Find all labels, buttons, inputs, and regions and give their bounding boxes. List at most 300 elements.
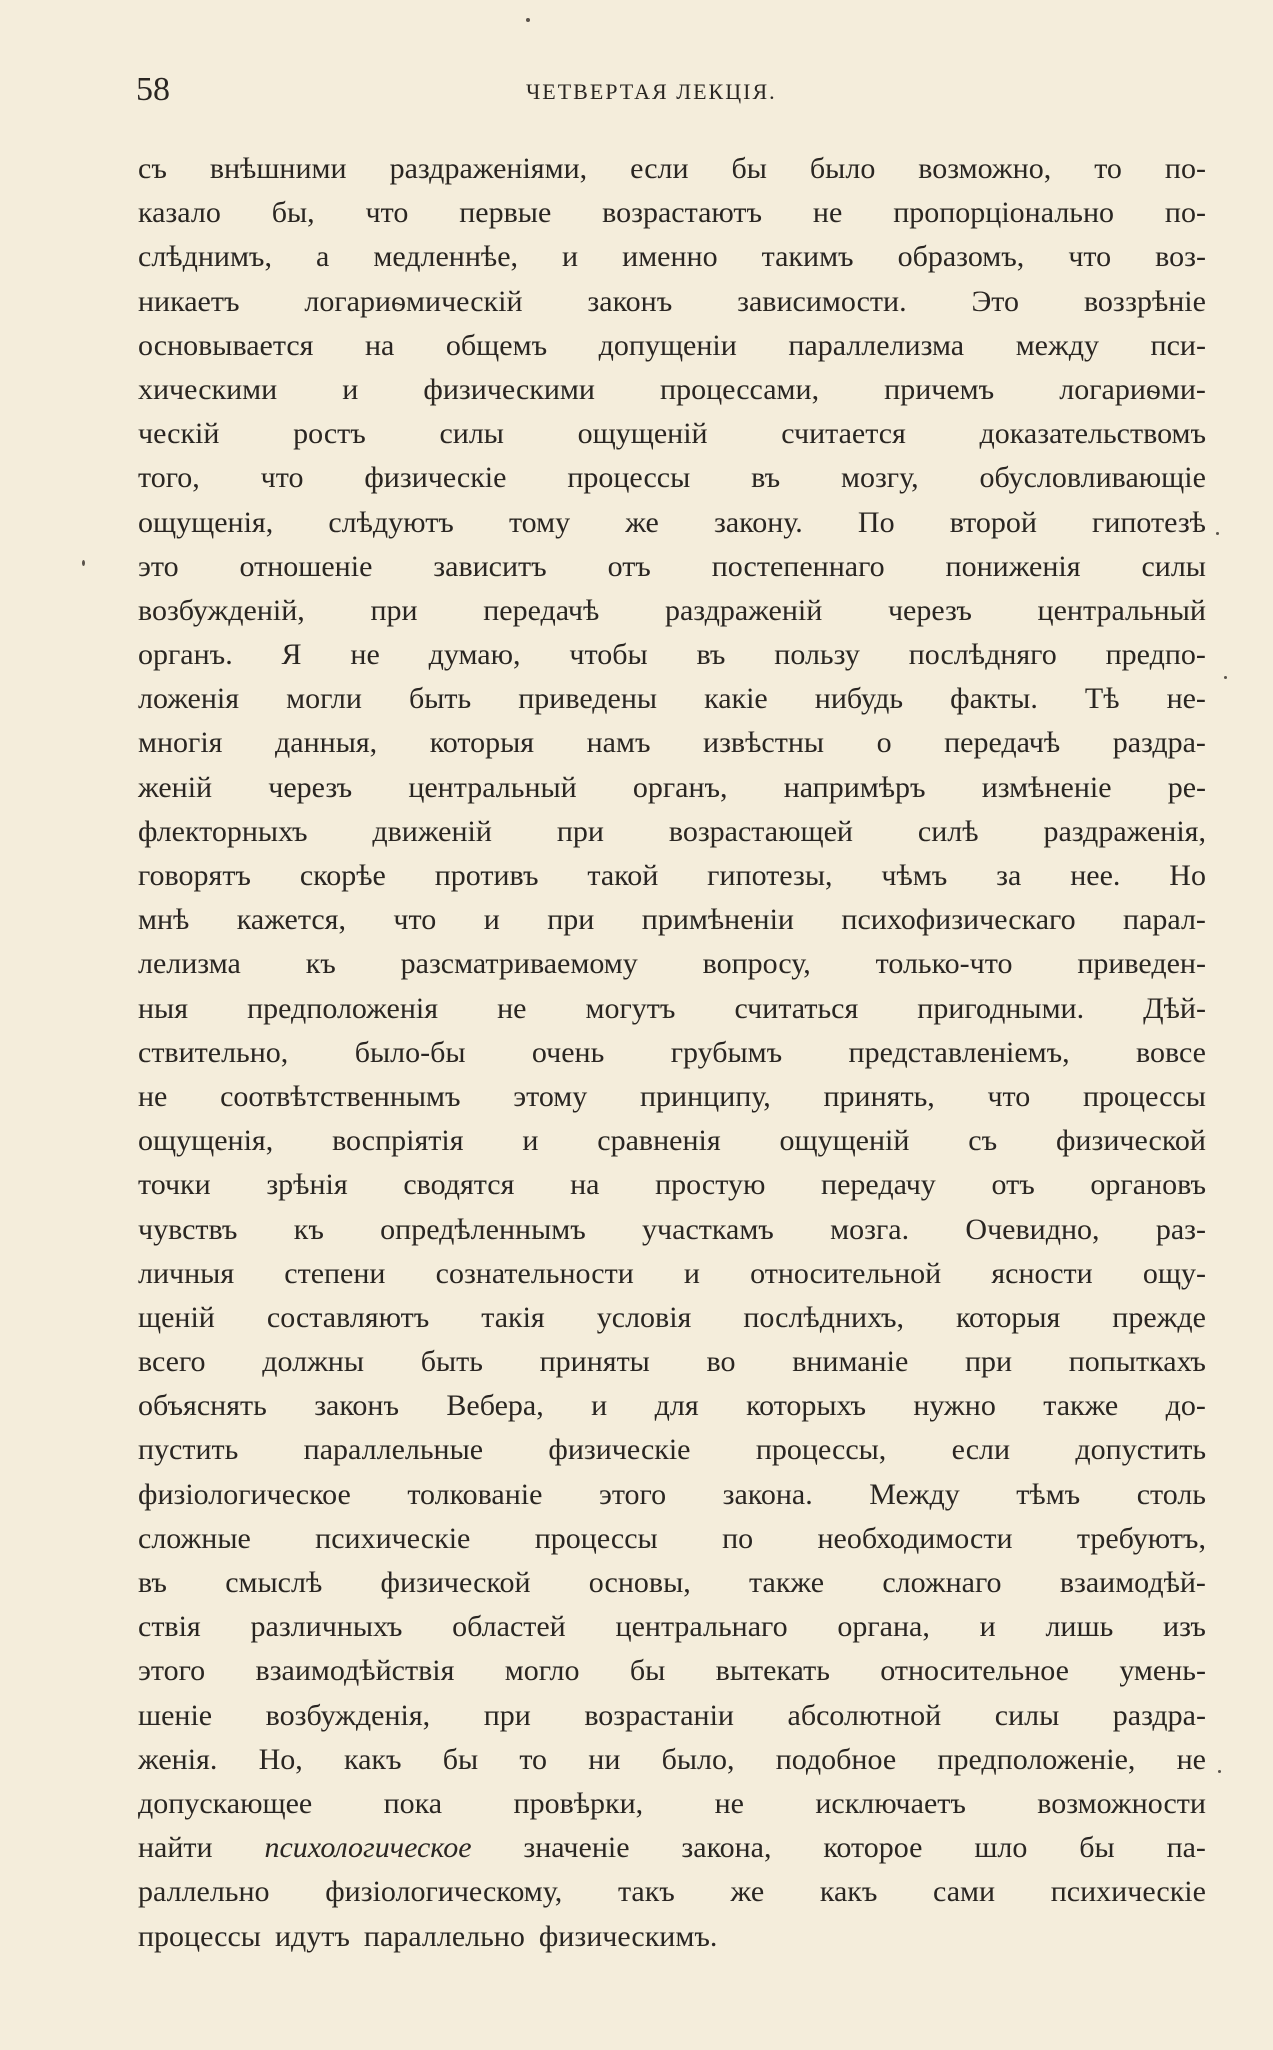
word: вопросу, <box>702 947 811 981</box>
word: процессы <box>567 461 691 495</box>
word: извѣстны <box>703 726 825 760</box>
word: какіе <box>704 682 768 716</box>
word: передачѣ <box>483 593 600 627</box>
word: что <box>365 196 409 230</box>
word: женія. <box>138 1742 218 1776</box>
word: степени <box>284 1256 386 1290</box>
word: же <box>730 1875 765 1909</box>
word: намъ <box>586 726 651 760</box>
word: центральнаго <box>615 1610 788 1644</box>
word: при <box>556 814 604 848</box>
word: если <box>951 1433 1011 1467</box>
text-line <box>138 898 1206 942</box>
word: шеніе <box>138 1698 213 1732</box>
word: считается <box>781 417 906 451</box>
word: параллелизма <box>788 328 965 362</box>
word: и <box>342 372 359 406</box>
text-line <box>138 1428 1206 1472</box>
word: ствія <box>138 1610 201 1644</box>
word: ясности <box>991 1256 1093 1290</box>
word: данныя, <box>275 726 378 760</box>
emphasized-word: психологическое <box>264 1831 472 1865</box>
word: провѣрки, <box>513 1786 644 1820</box>
word: съ <box>138 152 167 185</box>
running-title: ЧЕТВЕРТАЯ ЛЕКЦІЯ. <box>526 79 777 104</box>
word: па- <box>1166 1831 1206 1865</box>
word: должны <box>262 1345 365 1379</box>
word: къ <box>293 1212 324 1246</box>
word: ощущенія, <box>138 1124 274 1158</box>
word: органа, <box>837 1610 930 1644</box>
word: раздраженія, <box>1043 814 1206 848</box>
word: психическіе <box>1050 1875 1206 1909</box>
word: Между <box>869 1477 960 1511</box>
text-line <box>138 368 1206 412</box>
word: представленіемъ, <box>848 1035 1070 1069</box>
word: пока <box>383 1786 443 1820</box>
word: Вебера, <box>446 1389 544 1423</box>
text-line <box>138 1163 1206 1207</box>
text-line <box>138 1075 1206 1119</box>
word: никаетъ <box>138 284 240 318</box>
word: физической <box>380 1566 531 1599</box>
word: при <box>370 593 418 627</box>
word: слѣднимъ, <box>138 240 272 274</box>
text-line <box>138 191 1206 235</box>
word: приняты <box>539 1345 650 1379</box>
word: вытекать <box>715 1654 830 1688</box>
word: скорѣе <box>299 859 386 892</box>
text-line <box>138 633 1206 677</box>
word: считаться <box>734 991 859 1025</box>
word: логариѳмическій <box>304 284 523 318</box>
word: пропорціонально <box>893 196 1115 230</box>
text-line <box>138 1208 1206 1252</box>
word: отъ <box>991 1168 1035 1202</box>
word: изъ <box>1163 1610 1206 1644</box>
word: сводятся <box>403 1168 515 1202</box>
word: процессы, <box>755 1433 887 1467</box>
word: вовсе <box>1136 1035 1206 1069</box>
word: соотвѣтственнымъ <box>220 1079 461 1113</box>
word: раздра- <box>1112 1698 1206 1732</box>
word: какъ <box>819 1875 878 1909</box>
word: при <box>964 1345 1013 1379</box>
word: ощущеній <box>577 417 708 451</box>
word: быть <box>420 1345 483 1379</box>
text-line <box>138 1031 1206 1075</box>
word: пониженія <box>945 549 1081 583</box>
word: значеніе <box>523 1831 630 1865</box>
word: нее. <box>1070 859 1121 892</box>
word: казало <box>138 196 221 230</box>
word: послѣдняго <box>908 638 1057 672</box>
word: также <box>749 1566 825 1599</box>
word: сложные <box>138 1521 251 1555</box>
word: до- <box>1165 1389 1206 1423</box>
word: нибудь <box>814 682 904 716</box>
word: бы <box>442 1742 479 1776</box>
text-line <box>138 1826 1206 1870</box>
word: и <box>562 240 579 274</box>
word: было, <box>661 1742 735 1776</box>
word: Но <box>1169 859 1206 892</box>
word: пользу <box>774 638 860 672</box>
word: центральный <box>408 770 577 804</box>
word: между <box>1015 328 1099 362</box>
text-line <box>138 987 1206 1031</box>
word: сами <box>933 1875 996 1909</box>
word: требуютъ, <box>1076 1521 1206 1555</box>
word: очень <box>531 1035 605 1069</box>
word: гипотезы, <box>707 859 833 892</box>
word: силы <box>1141 549 1206 583</box>
word: Тѣ <box>1084 682 1120 716</box>
text-line <box>138 545 1206 589</box>
text-line <box>138 1870 1206 1914</box>
word: мнѣ <box>138 903 190 937</box>
word: думаю, <box>428 638 521 672</box>
word: возможно, <box>918 152 1052 185</box>
word: слѣдуютъ <box>328 505 454 539</box>
word: черезъ <box>887 593 972 627</box>
word: параллельно <box>363 1919 525 1953</box>
word: напримѣръ <box>783 770 926 804</box>
word: а <box>315 240 330 274</box>
word: принять, <box>823 1079 935 1113</box>
word: факты. <box>950 682 1038 716</box>
word: простую <box>655 1168 766 1202</box>
word: идутъ <box>274 1919 350 1953</box>
word: что <box>260 461 304 495</box>
word: вниманіе <box>792 1345 909 1379</box>
print-speck <box>1224 676 1227 679</box>
word: возможности <box>1037 1786 1206 1820</box>
word: физическимъ. <box>538 1919 718 1953</box>
word: и <box>522 1124 539 1158</box>
text-line <box>138 1605 1206 1649</box>
word: сложнаго <box>882 1566 1002 1599</box>
print-speck <box>526 18 530 22</box>
word: допускающее <box>138 1786 313 1820</box>
word: основывается <box>138 328 314 362</box>
word: Дѣй- <box>1143 991 1206 1025</box>
word: шло <box>974 1831 1028 1865</box>
word: исключаетъ <box>815 1786 966 1820</box>
word: отъ <box>607 549 651 583</box>
word: и <box>483 903 500 937</box>
text-line <box>138 721 1206 765</box>
word: обусловливающіе <box>979 461 1206 495</box>
word: только-что <box>875 947 1013 981</box>
word: ныя <box>138 991 189 1025</box>
word: ческій <box>138 417 220 451</box>
word: возрастаютъ <box>602 196 763 230</box>
word: физическіе <box>364 461 507 495</box>
word: умень- <box>1119 1654 1206 1688</box>
word: пригодными. <box>917 991 1085 1025</box>
word: говорятъ <box>138 859 251 892</box>
word: процессы <box>1082 1079 1206 1113</box>
word: не <box>138 1079 168 1113</box>
word: бы <box>731 152 767 185</box>
text-line <box>138 1340 1206 1384</box>
word: тѣмъ <box>1016 1477 1081 1511</box>
word: законъ <box>314 1389 399 1423</box>
word: также <box>1043 1389 1119 1423</box>
word: быть <box>408 682 472 716</box>
word: закона, <box>681 1831 772 1865</box>
page-number: 58 <box>136 71 170 108</box>
word: не <box>714 1786 744 1820</box>
word: что <box>987 1079 1031 1113</box>
word: не <box>350 638 380 672</box>
word: щеній <box>138 1300 215 1334</box>
word: предположеніе, <box>937 1742 1136 1776</box>
word: отношеніе <box>239 549 373 583</box>
word: разсматриваемому <box>400 947 638 981</box>
word: на <box>364 328 395 362</box>
word: не <box>497 991 527 1025</box>
word: чѣмъ <box>881 859 948 892</box>
word: чувствъ <box>138 1212 238 1246</box>
word: возбужденія, <box>265 1698 431 1732</box>
word: парал- <box>1123 903 1206 937</box>
word: процессы <box>534 1521 658 1555</box>
word: силы <box>439 417 504 451</box>
word: въ <box>751 461 781 495</box>
word: центральный <box>1037 593 1206 627</box>
word: законъ <box>587 284 673 318</box>
word: которое <box>823 1831 923 1865</box>
text-line <box>138 1517 1206 1561</box>
word: закона. <box>722 1477 813 1511</box>
word: же <box>625 505 659 539</box>
body-text <box>138 147 1206 1959</box>
text-line <box>138 1296 1206 1340</box>
text-line <box>138 1252 1206 1296</box>
word: допущеніи <box>598 328 737 362</box>
word: ощущенія, <box>138 505 274 539</box>
word: раздра- <box>1112 726 1206 760</box>
word: не <box>1176 1742 1206 1776</box>
text-line <box>138 1119 1206 1163</box>
text-line <box>138 766 1206 810</box>
word: примѣненіи <box>641 903 794 937</box>
word: органъ. <box>138 638 233 672</box>
word: ствительно, <box>138 1035 289 1069</box>
word: допустить <box>1075 1433 1206 1467</box>
word: физическіе <box>548 1433 691 1467</box>
word: объяснять <box>138 1389 267 1423</box>
word: предпо- <box>1105 638 1206 672</box>
word: психическіе <box>315 1521 471 1555</box>
word: взаимодѣй- <box>1059 1566 1206 1599</box>
word: найти <box>138 1831 213 1865</box>
word: передачу <box>821 1168 936 1202</box>
word: хическими <box>138 372 278 406</box>
word: логариѳми- <box>1059 372 1206 406</box>
word: зрѣнія <box>266 1168 348 1202</box>
word: первые <box>459 196 552 230</box>
word: за <box>996 859 1022 892</box>
word: пси- <box>1150 328 1206 362</box>
word: различныхъ <box>250 1610 403 1644</box>
word: ре- <box>1167 770 1206 804</box>
word: мозгу, <box>840 461 919 495</box>
word: личныя <box>138 1256 235 1290</box>
word: участкамъ <box>642 1212 774 1246</box>
word: этого <box>138 1654 206 1688</box>
word: при <box>547 903 595 937</box>
word: и <box>683 1256 700 1290</box>
word: физіологическому, <box>325 1875 563 1909</box>
word: общемъ <box>445 328 548 362</box>
text-line <box>138 412 1206 456</box>
word: составляютъ <box>266 1300 430 1334</box>
word: абсолютной <box>787 1698 942 1732</box>
word: параллельные <box>303 1433 484 1467</box>
word: не- <box>1166 682 1206 716</box>
word: такой <box>587 859 659 892</box>
word: если <box>630 152 689 185</box>
text-line <box>138 1782 1206 1826</box>
word: передачѣ <box>944 726 1061 760</box>
word: воз- <box>1155 240 1206 274</box>
word: Это <box>971 284 1020 318</box>
word: относительное <box>880 1654 1069 1688</box>
word: о <box>876 726 892 760</box>
word: флекторныхъ <box>138 814 308 848</box>
word: было <box>809 152 876 185</box>
text-line <box>138 1473 1206 1517</box>
word: органъ, <box>632 770 728 804</box>
word: Я <box>281 638 302 672</box>
word: толкованіе <box>407 1477 543 1511</box>
word: къ <box>305 947 336 981</box>
word: возрастающей <box>668 814 853 848</box>
word: раллельно <box>138 1875 270 1909</box>
word: процессами, <box>660 372 820 406</box>
text-line <box>138 1694 1206 1738</box>
word: что <box>393 903 437 937</box>
word: для <box>654 1389 699 1423</box>
text-line <box>138 810 1206 854</box>
word: раздраженій <box>664 593 823 627</box>
word: послѣднихъ, <box>743 1300 904 1334</box>
word: Очевидно, <box>965 1212 1100 1246</box>
word: взаимодѣйствія <box>255 1654 455 1688</box>
word: этому <box>513 1079 588 1113</box>
word: по- <box>1164 196 1206 230</box>
running-head <box>136 68 1206 112</box>
word: такъ <box>617 1875 675 1909</box>
word: психофизическаго <box>841 903 1076 937</box>
word: физіологическое <box>138 1477 351 1511</box>
word: зависимости. <box>737 284 907 318</box>
word: черезъ <box>268 770 353 804</box>
text-line <box>138 501 1206 545</box>
word: возрастаніи <box>584 1698 734 1732</box>
word: женій <box>138 770 213 804</box>
word: сознательности <box>435 1256 634 1290</box>
word: зависитъ <box>433 549 547 583</box>
word: которыхъ <box>746 1389 866 1423</box>
word: физической <box>1055 1124 1206 1158</box>
print-speck <box>82 560 85 566</box>
text-line <box>138 1738 1206 1782</box>
word: областей <box>452 1610 566 1644</box>
word: нужно <box>913 1389 996 1423</box>
word: лелизма <box>138 947 241 981</box>
word: и <box>591 1389 608 1423</box>
word: такія <box>481 1300 545 1334</box>
text-line <box>138 854 1206 898</box>
word: въ <box>696 638 726 672</box>
word: ни <box>588 1742 621 1776</box>
word: второй <box>949 505 1037 539</box>
print-speck <box>1216 532 1219 535</box>
word: физическими <box>423 372 595 406</box>
word: процессы <box>138 1919 261 1953</box>
word: основы, <box>588 1566 691 1599</box>
word: воззрѣніе <box>1083 284 1206 318</box>
word: по- <box>1164 152 1206 185</box>
word: было-бы <box>354 1035 466 1069</box>
word: смыслѣ <box>225 1566 323 1599</box>
word: и <box>979 1610 996 1644</box>
word: бы <box>1079 1831 1115 1865</box>
word: точки <box>138 1168 211 1202</box>
word: прежде <box>1112 1300 1206 1334</box>
word: этого <box>598 1477 667 1511</box>
word: пустить <box>138 1433 239 1467</box>
word: мозга. <box>830 1212 910 1246</box>
text-line <box>138 1915 1206 1959</box>
word: органовъ <box>1090 1168 1206 1202</box>
text-line <box>138 235 1206 279</box>
word: грубымъ <box>670 1035 783 1069</box>
text-line <box>138 147 1206 191</box>
word: то <box>1094 152 1122 185</box>
word: измѣненіе <box>981 770 1112 804</box>
word: ростъ <box>293 417 366 451</box>
word: относительной <box>750 1256 942 1290</box>
word: причемъ <box>884 372 995 406</box>
text-line <box>138 280 1206 324</box>
word: принципу, <box>639 1079 771 1113</box>
word: то <box>519 1742 548 1776</box>
word: образомъ, <box>897 240 1025 274</box>
word: постепеннаго <box>711 549 885 583</box>
word: раздраженіями, <box>389 152 588 185</box>
word: съ <box>968 1124 998 1158</box>
word: столь <box>1136 1477 1206 1511</box>
word: по <box>722 1521 754 1555</box>
word: тому <box>508 505 571 539</box>
word: при <box>483 1698 531 1732</box>
word: приведен- <box>1077 947 1206 981</box>
word: которыя <box>429 726 535 760</box>
word: не <box>812 196 843 230</box>
word: многія <box>138 726 223 760</box>
word: По <box>857 505 895 539</box>
text-line <box>138 456 1206 500</box>
word: приведены <box>518 682 658 716</box>
word: раз- <box>1155 1212 1206 1246</box>
word: именно <box>622 240 718 274</box>
text-line <box>138 1384 1206 1428</box>
